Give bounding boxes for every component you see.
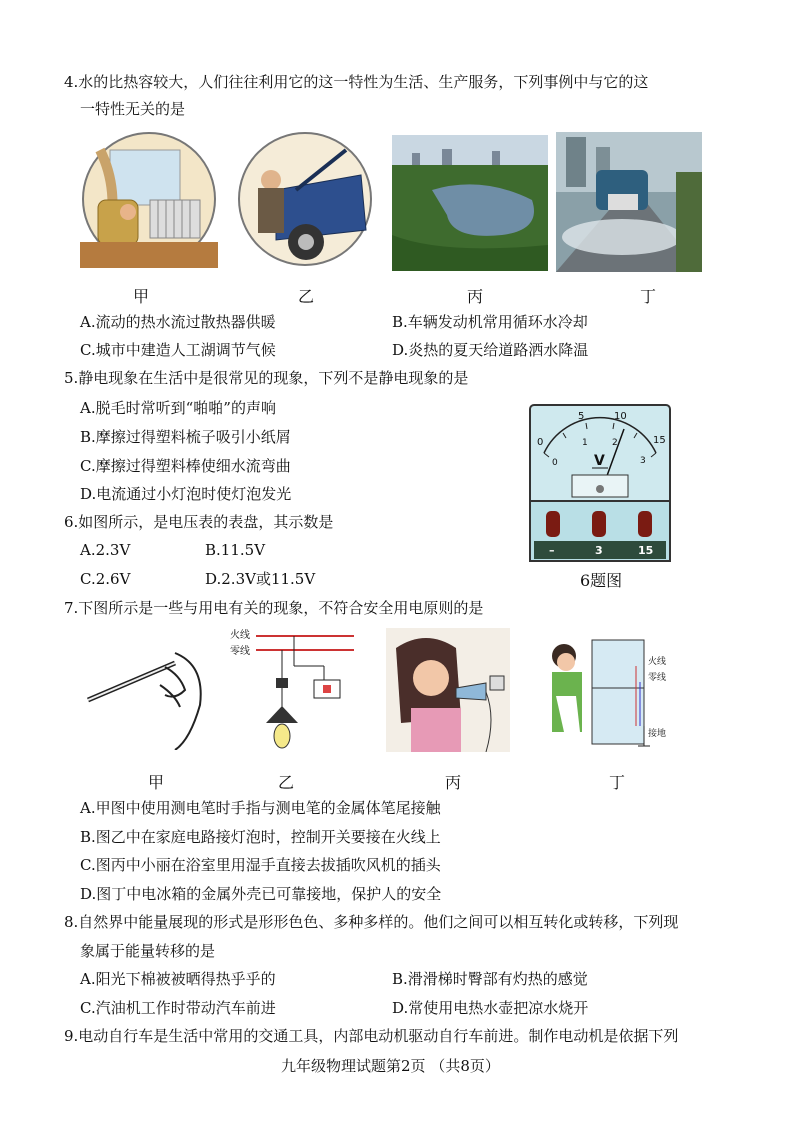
q4-caption-jia: 甲 xyxy=(133,287,150,306)
q6-option-c: C.2.6V xyxy=(80,570,131,588)
q4-stem-line2: 一特性无关的是 xyxy=(80,100,186,118)
page-footer: 九年级物理试题第2页 （共8页） xyxy=(281,1057,500,1075)
q9-stem: 9.电动自行车是生活中常用的交通工具，内部电动机驱动自行车前进。制作电动机是依据下列 xyxy=(64,1027,679,1045)
lower-scale-1: 1 xyxy=(582,438,588,448)
q7-image-circuit xyxy=(226,628,356,756)
q4-image-car-engine xyxy=(236,130,374,268)
q4-caption-ding: 丁 xyxy=(640,287,657,306)
q6-stem: 6.如图所示，是电压表的表盘，其示数是 xyxy=(64,513,334,531)
q8-option-c: C.汽油机工作时带动汽车前进 xyxy=(80,999,276,1017)
q7-option-b: B.图乙中在家庭电路接灯泡时，控制开关要接在火线上 xyxy=(80,828,441,846)
meter-symbol-v: V xyxy=(594,453,605,469)
q7-caption-ding: 丁 xyxy=(609,773,626,792)
lower-scale-0: 0 xyxy=(552,458,558,468)
q7-caption-yi: 乙 xyxy=(278,773,295,792)
q4-option-d: D.炎热的夏天给道路洒水降温 xyxy=(392,341,589,359)
q7-option-c: C.图丙中小丽在浴室里用湿手直接去拔插吹风机的插头 xyxy=(80,856,441,874)
q8-option-b: B.滑滑梯时臀部有灼热的感觉 xyxy=(392,970,588,988)
fridge-live-label: 火线 xyxy=(648,657,667,667)
neutral-wire-label: 零线 xyxy=(230,646,250,657)
upper-scale-10: 10 xyxy=(614,411,627,422)
q4-image-lake xyxy=(392,135,548,271)
voltmeter-figure xyxy=(528,403,672,563)
q5-option-b: B.摩擦过得塑料梳子吸引小纸屑 xyxy=(80,428,291,446)
q7-stem: 7.下图所示是一些与用电有关的现象，不符合安全用电原则的是 xyxy=(64,599,484,617)
upper-scale-5: 5 xyxy=(578,411,585,422)
q7-image-fridge-grounding xyxy=(536,636,681,754)
q5-option-d: D.电流通过小灯泡时使灯泡发光 xyxy=(80,485,292,503)
terminal-3: 3 xyxy=(595,544,603,557)
q8-option-a: A.阳光下棉被被晒得热乎乎的 xyxy=(80,970,276,988)
q6-option-d: D.2.3V或11.5V xyxy=(205,570,316,588)
q7-image-test-pen xyxy=(80,645,210,750)
q4-option-c: C.城市中建造人工湖调节气候 xyxy=(80,341,276,359)
q7-option-a: A.甲图中使用测电笔时手指与测电笔的金属体笔尾接触 xyxy=(80,799,441,817)
fridge-ground-label: 接地 xyxy=(648,729,667,739)
q4-option-b: B.车辆发动机常用循环水冷却 xyxy=(392,313,588,331)
upper-scale-0: 0 xyxy=(537,437,544,448)
q7-caption-jia: 甲 xyxy=(148,773,165,792)
live-wire-label: 火线 xyxy=(230,630,250,641)
q4-caption-yi: 乙 xyxy=(298,287,315,306)
q8-stem-line2: 象属于能量转移的是 xyxy=(80,942,216,960)
upper-scale-15: 15 xyxy=(653,435,666,446)
terminal-15: 15 xyxy=(638,544,654,557)
q8-stem-line1: 8.自然界中能量展现的形式是形形色色、多种多样的。他们之间可以相互转化或转移，下列现 xyxy=(64,913,679,931)
lower-scale-3: 3 xyxy=(640,456,646,466)
q5-option-a: A.脱毛时常听到“啪啪”的声响 xyxy=(80,399,276,417)
q7-option-d: D.图丁中电冰箱的金属外壳已可靠接地，保护人的安全 xyxy=(80,885,442,903)
q5-stem: 5.静电现象在生活中是很常见的现象，下列不是静电现象的是 xyxy=(64,369,469,387)
q4-caption-bing: 丙 xyxy=(467,287,484,306)
terminal-negative: – xyxy=(549,544,555,557)
fridge-neutral-label: 零线 xyxy=(648,673,667,683)
q6-option-a: A.2.3V xyxy=(80,541,131,559)
q5-option-c: C.摩擦过得塑料棒使细水流弯曲 xyxy=(80,457,291,475)
q6-figure-caption: 6题图 xyxy=(580,571,623,590)
q8-option-d: D.常使用电热水壶把凉水烧开 xyxy=(392,999,589,1017)
q6-option-b: B.11.5V xyxy=(205,541,266,559)
q7-caption-bing: 丙 xyxy=(445,773,462,792)
q4-image-radiator xyxy=(80,130,218,268)
q4-option-a: A.流动的热水流过散热器供暖 xyxy=(80,313,276,331)
q4-stem-line1: 4.水的比热容较大，人们往往利用它的这一特性为生活、生产服务，下列事例中与它的这 xyxy=(64,73,649,91)
q7-image-hairdryer xyxy=(386,628,510,752)
q4-image-sprinkler-truck xyxy=(556,132,702,272)
lower-scale-2: 2 xyxy=(612,438,618,448)
